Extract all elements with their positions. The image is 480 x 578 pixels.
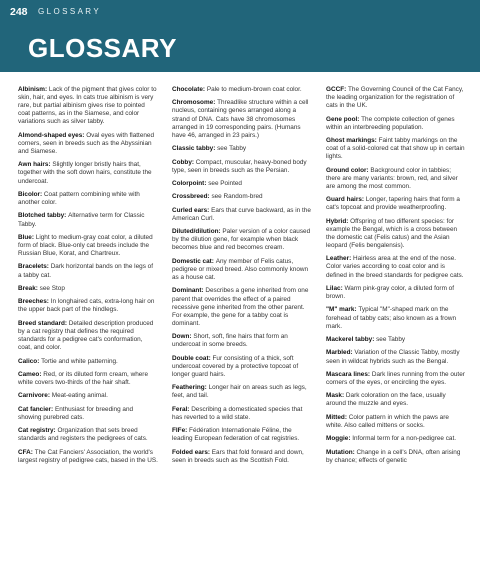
glossary-definition: Slightly longer bristly hairs that, together with the soft down hairs, constitute the undercoat.	[18, 161, 152, 185]
running-head: GLOSSARY	[38, 7, 102, 16]
glossary-entry: Ground color: Background color in tabbies; there are many variants: brown, red, and silver are among the most common.	[326, 166, 458, 190]
glossary-entry: Curled ears: Ears that curve backward, as in the American Curl.	[172, 206, 311, 222]
glossary-definition: Tortie and white patterning.	[41, 357, 118, 365]
glossary-term: Albinism	[18, 86, 45, 93]
glossary-entry: Dominant: Describes a gene inherited from one parent that overrides the effect of a paired recessive gene inherited from the other parent. For example, the gene for a tabby coat is dominant.	[172, 287, 309, 327]
glossary-term: Feral	[172, 405, 188, 413]
glossary-column-3	[326, 86, 466, 470]
glossary-entry: Feral: Describing a domesticated species that has reverted to a wild state.	[172, 405, 303, 421]
glossary-term: Cameo	[18, 370, 40, 378]
glossary-entry: Feathering: Longer hair on areas such as legs, feet, and tail.	[172, 384, 307, 400]
glossary-definition: see Stop	[39, 284, 65, 292]
glossary-entry: Chocolate: Pale to medium-brown coat color.	[172, 86, 302, 93]
header-band	[0, 0, 480, 72]
glossary-definition: Ears that fold forward and down, seen in breeds such as the Scottish Fold.	[172, 448, 304, 464]
glossary-term: Curled ears	[172, 206, 208, 214]
glossary-definition: Background color in tabbies; there are many variants: brown, red, and silver are among the most common.	[326, 166, 458, 190]
glossary-term: GCCF	[326, 86, 345, 93]
glossary-term: Cat registry	[18, 427, 54, 435]
glossary-definition: Paler version of a color caused by the dilution gene, for example when black becomes blue and red becomes cream.	[172, 228, 311, 252]
glossary-definition: In longhaired cats, extra-long hair on the upper back part of the hindlegs.	[18, 298, 155, 314]
glossary-definition: Longer, tapering hairs that form a cat's topcoat and provide weatherproofing.	[326, 196, 460, 212]
glossary-entry: Calico: Tortie and white patterning.	[18, 357, 118, 365]
glossary-entry: Cat fancier: Enthusiast for breeding and showing purebred cats.	[18, 405, 134, 421]
glossary-term: CFA	[18, 448, 31, 456]
glossary-term: FIFe	[172, 427, 186, 435]
glossary-entry: Breeches: In longhaired cats, extra-long hair on the upper back part of the hindlegs.	[18, 298, 155, 314]
glossary-term: Mitted	[326, 413, 345, 421]
glossary-definition: Enthusiast for breeding and showing purebred cats.	[18, 405, 134, 421]
glossary-definition: Change in a cell's DNA, often arising by chance; effects of genetic	[326, 448, 461, 464]
glossary-definition: The Cat Fanciers' Association, the world's largest registry of pedigree cats, based in the US.	[18, 448, 158, 464]
glossary-entry: Bracelets: Dark horizontal bands on the legs of a tabby cat.	[18, 263, 154, 279]
glossary-term: Mackerel tabby	[326, 336, 373, 344]
glossary-term: Mascara lines	[326, 370, 368, 378]
glossary-definition: Oval eyes with flattened corners, seen in breeds such as the Abyssinian and Siamese.	[18, 131, 155, 155]
glossary-entry: Chromosome: Threadlike structure within a cell nucleus, containing genes arranged along a strand of DNA. Cats have 38 chromosomes arranged in 19 corresponding pairs. (Humans have 46, arranged in 23 pairs.)	[172, 99, 309, 139]
glossary-entry: Colorpoint: see Pointed	[172, 180, 242, 188]
glossary-definition: Informal term for a non-pedigree cat.	[352, 435, 457, 443]
glossary-entry: Cameo: Red, or its diluted form cream, where white covers two-thirds of the hair shaft.	[18, 370, 148, 386]
glossary-definition: Offspring of two different species: for example the Bengal, which is a cross between the domestic cat (Felis catus) and the Asian leopard (Felis bengalensis).	[326, 217, 458, 249]
glossary-term: Moggie	[326, 435, 349, 443]
glossary-entry: Crossbreed: see Random-bred	[172, 193, 263, 201]
glossary-definition: Ears that curve backward, as in the American Curl.	[172, 206, 311, 222]
glossary-column-2	[172, 86, 312, 470]
glossary-entry: Leather: Hairless area at the end of the nose. Color varies according to coat color and is defined in the breed standards for pedigree cats.	[326, 255, 464, 279]
glossary-definition: Compact, muscular, heavy-boned body type, seen in breeds such as the Persian.	[172, 158, 307, 174]
glossary-definition: Meat-eating animal.	[51, 392, 108, 400]
glossary-term: Gene pool	[326, 115, 358, 123]
glossary-term: Hybrid	[326, 217, 347, 225]
glossary-definition: Pale to medium-brown coat color.	[206, 86, 302, 93]
glossary-definition: Detailed description produced by a cat registry that defines the required standards for a pedigree cat's conformation, coat, and color.	[18, 319, 154, 352]
glossary-term: Feathering	[172, 384, 205, 392]
glossary-term: Chocolate	[172, 86, 203, 93]
glossary-term: Colorpoint	[172, 180, 205, 188]
glossary-entry: Break: see Stop	[18, 284, 65, 292]
glossary-term: Down	[172, 333, 190, 341]
glossary-definition: Describing a domesticated species that has reverted to a wild state.	[172, 405, 303, 421]
glossary-definition: Color pattern in which the paws are white. Also called mittens or socks.	[326, 413, 449, 429]
glossary-term: Mask	[326, 392, 342, 400]
glossary-entry: GCCF: The Governing Council of the Cat Fancy, the leading organization for the registration of cats in the UK.	[326, 86, 464, 110]
glossary-entry: Moggie: Informal term for a non-pedigree cat.	[326, 435, 457, 443]
glossary-definition: Variation of the Classic Tabby, mostly seen in wildcat hybrids such as the Bengal.	[326, 349, 460, 365]
glossary-definition: see Random-bred	[211, 193, 263, 201]
glossary-term: Calico	[18, 357, 38, 365]
glossary-definition: Dark coloration on the face, usually around the muzzle and eyes.	[326, 392, 446, 408]
glossary-entry: Down: Short, soft, fine hairs that form an undercoat in some breeds.	[172, 333, 288, 349]
glossary-entry: Awn hairs: Slightly longer bristly hairs that, together with the soft down hairs, constitute the undercoat.	[18, 161, 152, 185]
glossary-definition: see Tabby	[376, 336, 406, 344]
glossary-entry: Cobby: Compact, muscular, heavy-boned body type, seen in breeds such as the Persian.	[172, 158, 307, 174]
glossary-entry: Mackerel tabby: see Tabby	[326, 336, 406, 344]
glossary-definition: see Pointed	[208, 180, 242, 188]
glossary-definition: Short, soft, fine hairs that form an undercoat in some breeds.	[172, 333, 288, 349]
glossary-entry: Blue: Light to medium-gray coat color, a diluted form of black. Blue-only cat breeds include the Russian Blue, Korat, and Chartreux.	[18, 233, 153, 258]
glossary-entry: FIFe: Fédération Internationale Féline, the leading European federation of cat registries.	[172, 427, 300, 443]
glossary-entry: Gene pool: The complete collection of genes within an interbreeding population.	[326, 115, 455, 131]
glossary-entry: Lilac: Warm pink-gray color, a diluted form of brown.	[326, 284, 454, 301]
glossary-definition: The complete collection of genes within an interbreeding population.	[326, 115, 455, 131]
glossary-definition: Longer hair on areas such as legs, feet, and tail.	[172, 384, 307, 400]
glossary-definition: Lack of the pigment that gives color to skin, hair, and eyes. In cats true albinism is very rare, but partial albinism gives rise to pointed coat patterns, as in the Siamese, and color variations such as silver tabby.	[18, 86, 157, 126]
glossary-entry: Mascara lines: Dark lines running from the outer corners of the eyes, or encircling the eyes.	[326, 370, 465, 386]
glossary-entry: Guard hairs: Longer, tapering hairs that form a cat's topcoat and provide weatherproofing.	[326, 196, 460, 212]
glossary-term: Leather	[326, 255, 350, 263]
glossary-term: Breeches	[18, 298, 47, 306]
glossary-term: Guard hairs	[326, 196, 362, 204]
glossary-definition: Describes a gene inherited from one parent that overrides the effect of a paired recessive gene inherited from the other parent. For example, the gene for a tabby coat is dominant.	[172, 287, 309, 327]
glossary-term: Blotched tabby	[18, 212, 65, 220]
glossary-term: Carnivore	[18, 392, 48, 400]
glossary-term: Ground color	[326, 166, 367, 174]
glossary-entry: Double coat: Fur consisting of a thick, soft undercoat covered by a protective topcoat of longer guard hairs.	[172, 354, 299, 378]
glossary-entry: Bicolor: Coat pattern combining white with another color.	[18, 190, 140, 207]
glossary-entry: Albinism: Lack of the pigment that gives color to skin, hair, and eyes. In cats true albinism is very rare, but partial albinism gives rise to pointed coat patterns, as in the Siamese, and color variations such as silver tabby.	[18, 86, 157, 126]
glossary-column-1	[18, 86, 158, 470]
glossary-term: Crossbreed	[172, 193, 208, 201]
glossary-definition: The Governing Council of the Cat Fancy, the leading organization for the registration of cats in the UK.	[326, 86, 464, 110]
glossary-term: Marbled	[326, 349, 351, 357]
glossary-definition: Light to medium-gray coat color, a diluted form of black. Blue-only cat breeds include the Russian Blue, Korat, and Chartreux.	[18, 233, 153, 258]
glossary-term: Blue	[18, 233, 32, 241]
glossary-definition: Fur consisting of a thick, soft undercoat covered by a protective topcoat of longer guard hairs.	[172, 354, 299, 378]
glossary-term: Almond-shaped eyes	[18, 131, 83, 139]
glossary-definition: Typical "M"-shaped mark on the forehead of tabby cats; also known as a frown mark.	[326, 306, 457, 330]
glossary-entry: Mitted: Color pattern in which the paws are white. Also called mittens or socks.	[326, 413, 449, 429]
glossary-definition: Threadlike structure within a cell nucleus, containing genes arranged along a strand of DNA. Cats have 38 chromosomes arranged in 19 corresponding pairs. (Humans have 46, arranged in 23 pairs.)	[172, 99, 309, 139]
glossary-term: Folded ears	[172, 448, 208, 456]
glossary-term: Chromosome	[172, 99, 214, 107]
glossary-definition: Alternative term for Classic Tabby.	[18, 212, 145, 228]
glossary-definition: Organization that sets breed standards and registers the pedigrees of cats.	[18, 427, 148, 443]
glossary-term: "M" mark	[326, 306, 355, 314]
glossary-term: Break	[18, 284, 36, 292]
glossary-entry: Classic tabby: see Tabby	[172, 145, 247, 153]
glossary-entry: Cat registry: Organization that sets breed standards and registers the pedigrees of cats.	[18, 427, 148, 443]
glossary-definition: Warm pink-gray color, a diluted form of brown.	[326, 284, 454, 301]
glossary-entry: Ghost markings: Faint tabby markings on the coat of a solid-colored cat that show up in certain lights.	[326, 137, 465, 161]
glossary-definition: Red, or its diluted form cream, where white covers two-thirds of the hair shaft.	[18, 370, 148, 386]
glossary-term: Dominant	[172, 287, 202, 295]
page-title: GLOSSARY	[28, 33, 177, 63]
glossary-entry: Folded ears: Ears that fold forward and down, seen in breeds such as the Scottish Fold.	[172, 448, 304, 464]
glossary-definition: Any member of Felis catus, pedigree or mixed breed. Also commonly known as a house cat.	[172, 257, 309, 282]
glossary-entry: Mutation: Change in a cell's DNA, often arising by chance; effects of genetic	[326, 448, 461, 464]
glossary-definition: Fédération Internationale Féline, the leading European federation of cat registries.	[172, 427, 300, 443]
glossary-term: Classic tabby	[172, 145, 214, 153]
glossary-term: Cobby	[172, 158, 192, 166]
glossary-definition: Dark horizontal bands on the legs of a tabby cat.	[18, 263, 154, 279]
glossary-term: Cat fancier	[18, 405, 52, 413]
glossary-entry: "M" mark: Typical "M"-shaped mark on the forehead of tabby cats; also known as a frown mark.	[326, 306, 457, 330]
glossary-definition: see Tabby	[217, 145, 247, 153]
glossary-entry: Almond-shaped eyes: Oval eyes with flattened corners, seen in breeds such as the Abyssinian and Siamese.	[18, 131, 155, 155]
glossary-term: Bicolor	[18, 190, 41, 198]
glossary-term: Lilac	[326, 284, 341, 292]
glossary-entry: Diluted/dilution: Paler version of a color caused by the dilution gene, for example when black becomes blue and red becomes cream.	[172, 228, 311, 252]
glossary-entry: Blotched tabby: Alternative term for Classic Tabby.	[18, 212, 145, 228]
glossary-entry: Domestic cat: Any member of Felis catus, pedigree or mixed breed. Also commonly known as a house cat.	[172, 257, 309, 282]
glossary-term: Breed standard	[18, 319, 65, 327]
glossary-definition: Hairless area at the end of the nose. Color varies according to coat color and is defined in the breed standards for pedigree cats.	[326, 255, 464, 279]
glossary-entry: Mask: Dark coloration on the face, usually around the muzzle and eyes.	[326, 392, 446, 408]
glossary-term: Bracelets	[18, 263, 47, 271]
glossary-term: Mutation	[326, 448, 353, 456]
page-number: 248	[10, 6, 28, 18]
glossary-definition: Dark lines running from the outer corners of the eyes, or encircling the eyes.	[326, 370, 465, 386]
glossary-entry: CFA: The Cat Fanciers' Association, the world's largest registry of pedigree cats, based in the US.	[18, 448, 158, 464]
glossary-entry: Marbled: Variation of the Classic Tabby, mostly seen in wildcat hybrids such as the Bengal.	[326, 349, 460, 365]
glossary-term: Ghost markings	[326, 137, 375, 145]
glossary-entry: Hybrid: Offspring of two different species: for example the Bengal, which is a cross between the domestic cat (Felis catus) and the Asian leopard (Felis bengalensis).	[326, 217, 458, 249]
glossary-term: Double coat	[172, 354, 209, 362]
glossary-definition: Faint tabby markings on the coat of a solid-colored cat that show up in certain lights.	[326, 137, 465, 161]
glossary-term: Awn hairs	[18, 161, 49, 169]
glossary-term: Diluted/dilution	[172, 228, 219, 236]
glossary-entry: Breed standard: Detailed description produced by a cat registry that defines the required standards for a pedigree cat's conformation, coat, and color.	[18, 319, 154, 352]
glossary-term: Domestic cat	[172, 257, 212, 265]
glossary-entry: Carnivore: Meat-eating animal.	[18, 392, 108, 400]
glossary-definition: Coat pattern combining white with another color.	[18, 190, 140, 207]
